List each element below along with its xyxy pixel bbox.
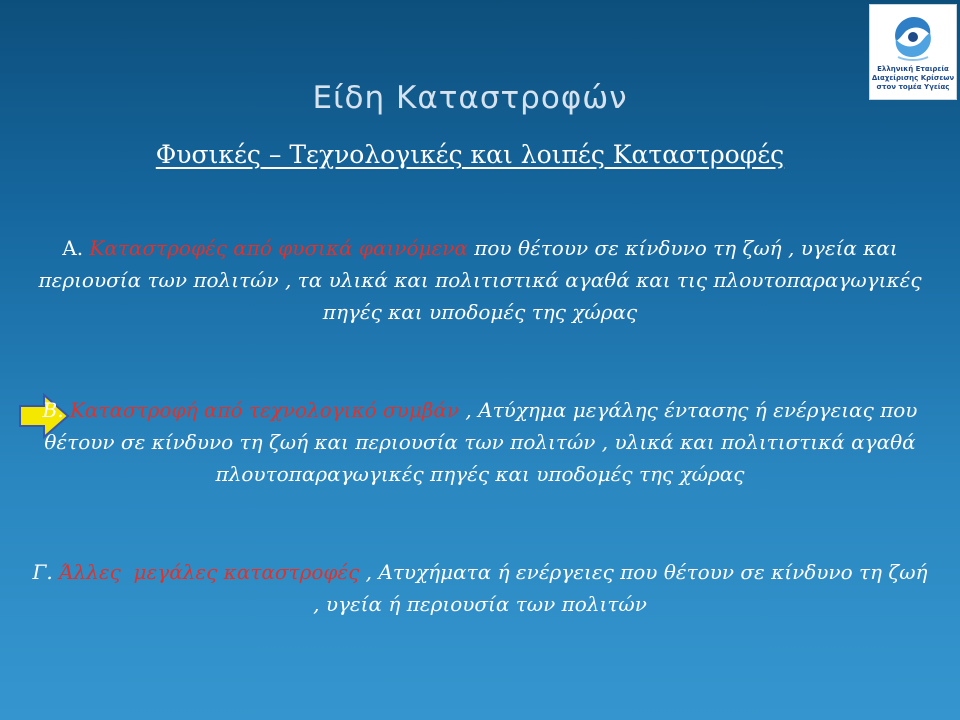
- paragraph-c-text: , Ατυχήματα ή ενέργειες που θέτουν σε κίνδυνο τη ζωή , υγεία ή περιουσία των πολιτών: [313, 560, 928, 616]
- logo-line-3: στον τομέα Υγείας: [876, 83, 950, 91]
- paragraph-b-text: , Ατύχημα μεγάλης έντασης ή ενέργειας που θέτουν σε κίνδυνο τη ζωή και περιουσία των πολιτών , υλικά και πολιτιστικά αγαθά πλουτοπαραγωγικές πηγές και υποδομές της χώρας: [44, 398, 918, 486]
- paragraph-c-letter: Γ.: [32, 560, 53, 584]
- paragraph-a: [30, 232, 930, 328]
- paragraph-a-letter: Α.: [62, 236, 84, 260]
- slide-title: Είδη Καταστροφών: [312, 80, 628, 116]
- paragraph-a-text: που θέτουν σε κίνδυνο τη ζωή , υγεία και περιουσία των πολιτών , τα υλικά και πολιτιστικά αγαθά και τις πλουτοπαραγωγικές πηγές και υποδομές της χώρας: [38, 236, 922, 324]
- paragraph-b: [30, 394, 930, 490]
- paragraph-b-highlight: Καταστροφή από τεχνολογικό συμβάν: [69, 398, 460, 422]
- paragraph-c-highlight: Άλλες μεγάλες καταστροφές: [59, 560, 360, 584]
- slide-subtitle: Φυσικές – Τεχνολογικές και λοιπές Καταστροφές: [155, 140, 785, 169]
- logo-emblem-icon: [888, 11, 938, 63]
- paragraph-c: [30, 556, 930, 620]
- logo-line-2: Διαχείρισης Κρίσεων: [871, 74, 955, 82]
- paragraph-b-letter: Β.: [42, 398, 64, 422]
- logo-line-1: Ελληνική Εταιρεία: [877, 65, 949, 73]
- paragraph-a-highlight: Καταστροφές από φυσικά φαινόμενα: [89, 236, 468, 260]
